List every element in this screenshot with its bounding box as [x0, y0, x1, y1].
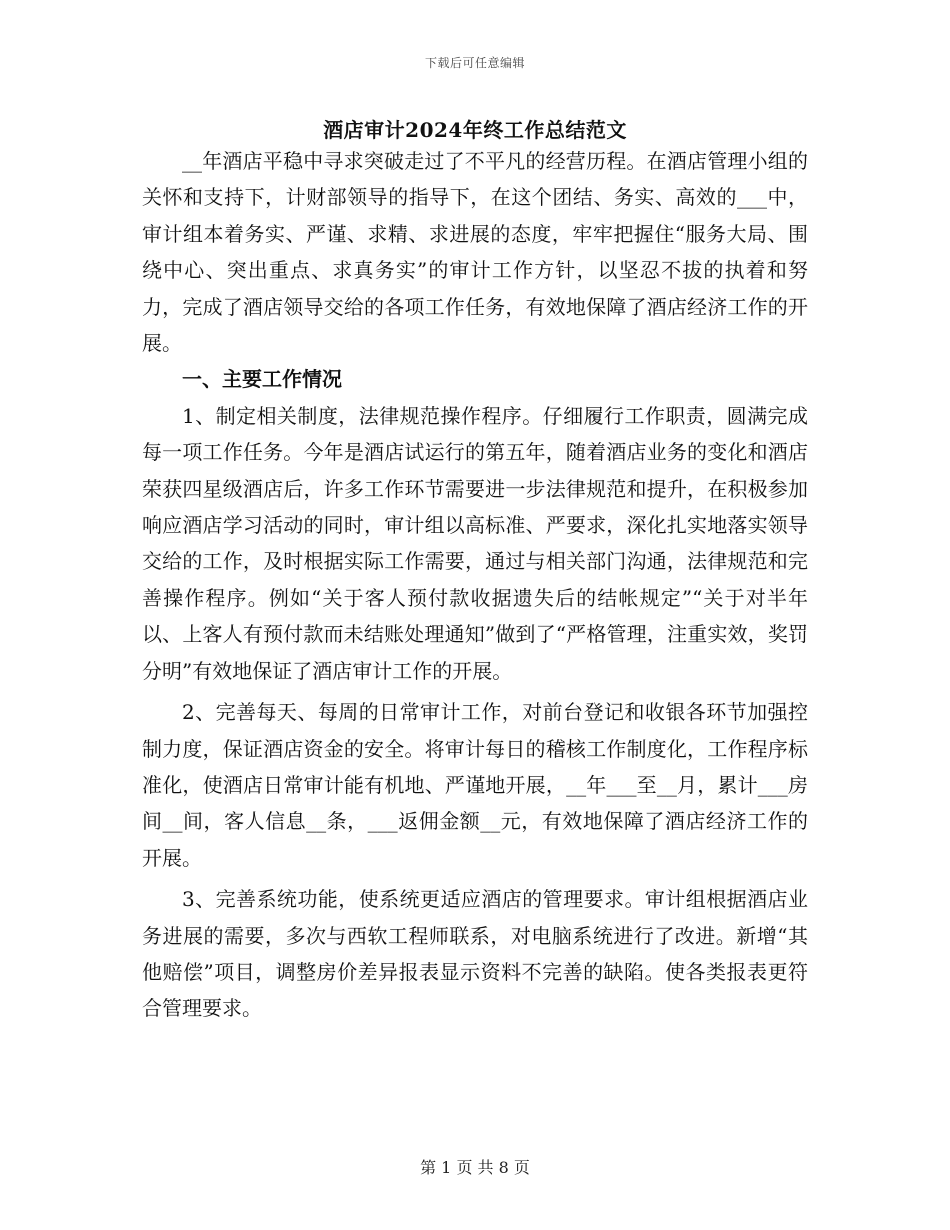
- document-title: 酒店审计2024年终工作总结范文: [323, 118, 627, 142]
- intro-paragraph: __年酒店平稳中寻求突破走过了不平凡的经营历程。在酒店管理小组的关怀和支持下，计财部领导的指导下，在这个团结、务实、高效的___中，审计组本着务实、严谨、求精、求进展的态度，牢牢把握住“服务大局、围绕中心、突出重点、求真务实”的审计工作方针，以坚忍不拔的执着和努力，完成了酒店领导交给的各项工作任务，有效地保障了酒店经济工作的开展。: [142, 149, 808, 356]
- page-number: 第 1 页 共 8 页: [420, 1158, 530, 1177]
- work-item-paragraph: 3、完善系统功能，使系统更适应酒店的管理要求。审计组根据酒店业务进展的需要，多次与西软工程师联系，对电脑系统进行了改进。新增“其他赔偿”项目，调整房价差异报表显示资料不完善的缺陷。使各类报表更符合管理要求。: [142, 887, 808, 1021]
- work-item-paragraph: 1、制定相关制度，法律规范操作程序。仔细履行工作职责，圆满完成每一项工作任务。今年是酒店试运行的第五年，随着酒店业务的变化和酒店荣获四星级酒店后，许多工作环节需要进一步法律规范和提升，在积极参加响应酒店学习活动的同时，审计组以高标准、严要求，深化扎实地落实领导交给的工作，及时根据实际工作需要，通过与相关部门沟通，法律规范和完善操作程序。例如“关于客人预付款收据遗失后的结帐规定”“关于对半年以、上客人有预付款而未结账处理通知”做到了“严格管理，注重实效，奖罚分明”有效地保证了酒店审计工作的开展。: [142, 403, 808, 683]
- work-item-paragraph: 2、完善每天、每周的日常审计工作，对前台登记和收银各环节加强控制力度，保证酒店资金的安全。将审计每日的稽核工作制度化，工作程序标准化，使酒店日常审计能有机地、严谨地开展，__年___至__月，累计___房间__间，客人信息__条，___返佣金额__元，有效地保障了酒店经济工作的开展。: [142, 700, 808, 870]
- header-note: 下载后可任意编辑: [424, 56, 525, 70]
- document-body: [142, 143, 808, 1027]
- section-heading: 一、主要工作情况: [182, 367, 342, 392]
